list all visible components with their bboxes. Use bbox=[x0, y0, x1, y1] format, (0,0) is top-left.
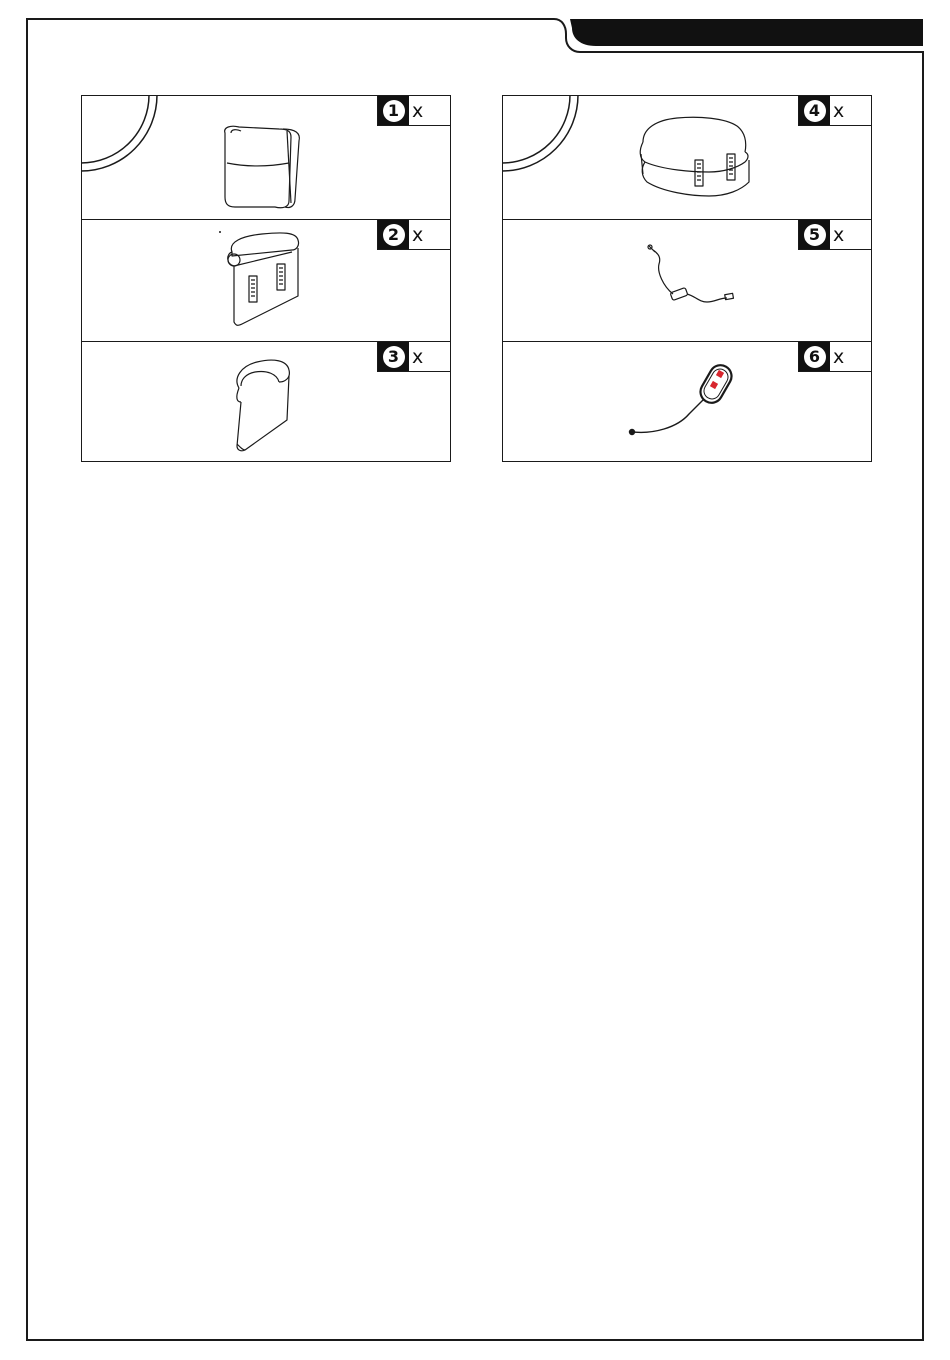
quantity-x: x bbox=[412, 345, 424, 368]
quantity-x: x bbox=[833, 223, 845, 246]
part-quantity-label-1 bbox=[377, 95, 451, 126]
part-row-6 bbox=[503, 341, 871, 461]
parts-panel-right bbox=[502, 95, 872, 462]
quantity-x: x bbox=[412, 223, 424, 246]
hand-controller-icon bbox=[623, 358, 743, 438]
part-quantity-label-6 bbox=[798, 341, 872, 372]
part-row-3 bbox=[82, 341, 450, 461]
armrest-icon bbox=[227, 358, 297, 454]
quantity-x: x bbox=[833, 345, 845, 368]
power-adapter-icon bbox=[643, 242, 743, 322]
part-number-1: 1 bbox=[383, 100, 405, 122]
part-number-6: 6 bbox=[804, 346, 826, 368]
part-number-5: 5 bbox=[804, 224, 826, 246]
parts-panel-left bbox=[81, 95, 451, 462]
backrest-cushion-icon bbox=[217, 123, 307, 213]
quantity-x: x bbox=[833, 99, 845, 122]
part-quantity-label-3 bbox=[377, 341, 451, 372]
part-row-1 bbox=[82, 96, 450, 218]
backrest-frame-icon bbox=[212, 226, 312, 332]
header-bar bbox=[570, 19, 923, 46]
part-quantity-label-5 bbox=[798, 219, 872, 250]
part-row-5 bbox=[503, 219, 871, 340]
part-number-2: 2 bbox=[383, 224, 405, 246]
part-number-4: 4 bbox=[804, 100, 826, 122]
seat-base-icon bbox=[633, 112, 755, 208]
part-row-4 bbox=[503, 96, 871, 218]
part-quantity-label-4 bbox=[798, 95, 872, 126]
quantity-x: x bbox=[412, 99, 424, 122]
part-number-3: 3 bbox=[383, 346, 405, 368]
part-quantity-label-2 bbox=[377, 219, 451, 250]
part-row-2 bbox=[82, 219, 450, 340]
